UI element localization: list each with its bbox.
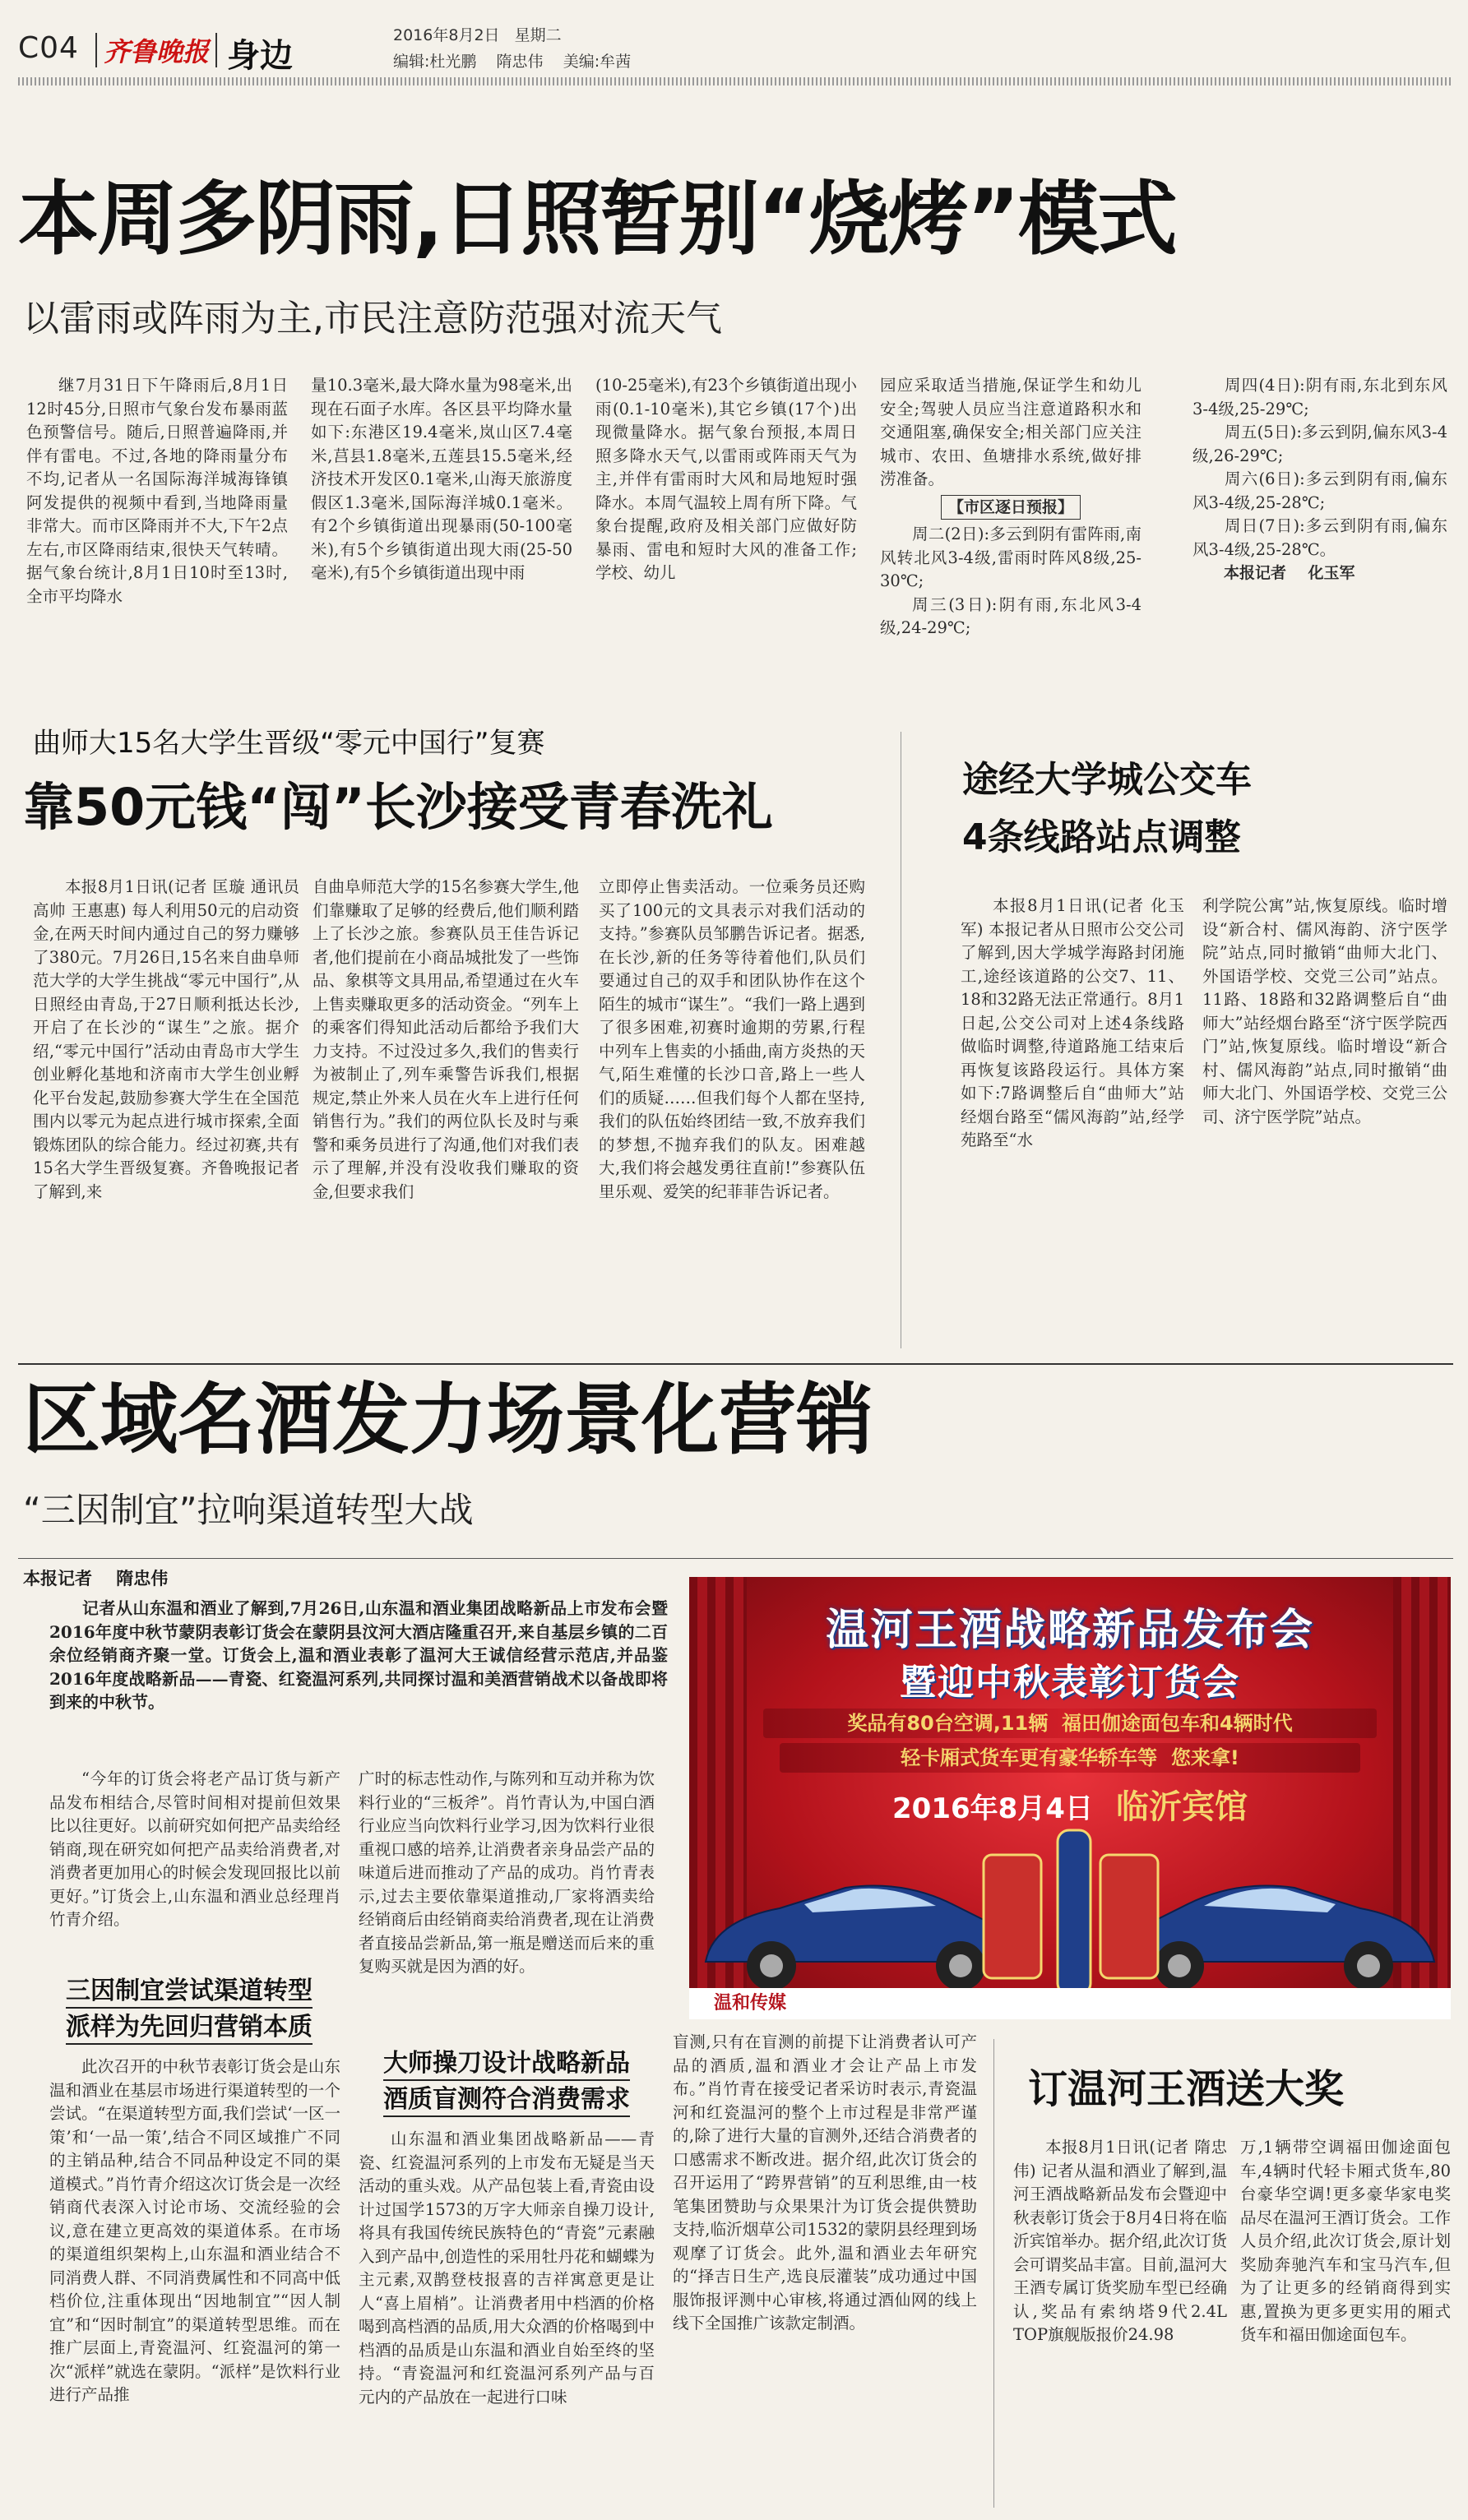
poster-title-line1: 温河王酒战略新品发布会: [825, 1606, 1314, 1655]
story1-column-5: [1192, 374, 1447, 680]
poster-date: 2016年8月4日: [892, 1792, 1093, 1825]
forecast-day-sat: 周六(6日):多云到阴有雨,偏东风3-4级,25-28℃;: [1192, 469, 1447, 512]
story3-column-2: [1202, 895, 1447, 1348]
story1-column-4: [880, 374, 1142, 680]
page-number: C04: [18, 31, 79, 65]
subheading-1-line1: 三因制宜尝试渠道转型: [66, 1977, 313, 2009]
poster-prize-banner-2: 轻卡厢式货车更有豪华轿车等 您来拿!: [780, 1743, 1360, 1773]
event-poster: [689, 1577, 1451, 2019]
story4-subhead: “三因制宜”拉响渠道转型大战: [23, 1490, 474, 1530]
story4-subheading-2: [350, 2046, 663, 2118]
story2-col2-text: 自曲阜师范大学的15名参赛大学生,他们靠赚取了足够的经费后,他们顺利踏上了长沙之旅。参赛队员王佳告诉记者,他们提前在小商品城批发了一些饰品、象棋等文具用品,希望通过在火车上售卖赚取更多的活动资金。“列车上的乘客们得知此活动后都给予我们大力支持。不过没过多久,我们的售卖行为被制止了,列车乘警告诉我们,根据规定,禁止外来人员在火车上进行任何销售行为。”我们的两位队长及时与乘警和乘务员进行了沟通,他们对我们表示了理解,并没有没收我们赚取的资金,但要求我们: [313, 877, 579, 1201]
story4-headline: 区域名酒发力场景化营销: [23, 1376, 874, 1465]
poster-venue: 临沂宾馆: [1115, 1788, 1248, 1826]
story1-byline: 本报记者 化玉军: [1224, 564, 1355, 582]
story1-col3-text: (10-25毫米),有23个乡镇街道出现小雨(0.1-10毫米),其它乡镇(17个)出现微量降水。据气象台预报,本周日照多降水天气,以雷雨或阵雨天气为主,并伴有雷雨时大风和局地短时强降水。本周气温较上周有所下降。气象台提醒,政府及相关部门应做好防暴雨、雷电和短时大风的准备工作;学校、幼儿: [595, 376, 857, 582]
story1-subhead: 以雷雨或阵雨为主,市民注意防范强对流天气: [23, 298, 722, 340]
story1-col4-text: 园应采取适当措施,保证学生和幼儿安全;驾驶人员应当注意道路积水和交通阻塞,确保安全;相关部门应关注城市、农田、鱼塘排水系统,做好排涝准备。: [880, 376, 1142, 488]
column-divider: [993, 2039, 994, 2508]
story4-column-2b: [359, 2128, 655, 2508]
story4-subheading-1: [33, 1973, 345, 2046]
story4-byline: 本报记者 隋忠伟: [23, 1569, 169, 1588]
story3-col2-text: 利学院公寓”站,恢复原线。临时增设“新合村、儒风海韵、济宁医学院”站点,同时撤销“曲师大北门、外国语学校、交党三公司”站点。11路、18路和32路调整后自“曲师大”站经烟台路至“济宁医学院西门”站,恢复原线。临时增设“新合村、儒风海韵”站点,同时撤销“曲师大北门、外国语学校、交党三公司、济宁医学院”站点。: [1202, 896, 1447, 1126]
story4-col1b-text: 此次召开的中秋节表彰订货会是山东温和酒业在基层市场进行渠道转型的一个尝试。“在渠道转型方面,我们尝试‘一区一策’和‘一品一策’,结合不同区域推广不同的主销品种,结合不同品种设定不同的渠道模式。”肖竹青介绍这次订货会是一次经销商代表深入讨论市场、交流经验的会议,意在建立更高效的渠道体系。在市场的渠道组织架构上,山东温和酒业结合不同消费人群、不同消费属性和不同高中低档价位,注重体现出“因地制宜”“因人制宜”和“因时制宜”的渠道转型思维。而在推广层面上,青瓷温河、红瓷温河的第一次“派样”就选在蒙阴。“派样”是饮料行业进行产品推: [49, 2057, 340, 2404]
masthead-divider: [215, 33, 217, 67]
subheading-2-line2: 酒质盲测符合消费需求: [383, 2085, 630, 2117]
story4-column-2a: [359, 1768, 655, 2039]
section-rule: [18, 1363, 1453, 1365]
section-name: 身边: [227, 37, 293, 75]
story4-column-1b: [49, 2055, 340, 2508]
story1-column-3: [595, 374, 857, 674]
story4-lead-text: 记者从山东温和酒业了解到,7月26日,山东温和酒业集团战略新品上市发布会暨2016年度中秋节蒙阴表彰订货会在蒙阴县汶河大酒店隆重召开,来自基层乡镇的二百余位经销商齐聚一堂。订货会上,温和酒业表彰了温河大王诚信经营示范店,并品鉴2016年度战略新品——青瓷、红瓷温河系列,共同探讨温和美酒营销战术以备战即将到来的中秋节。: [49, 1598, 668, 1712]
side-story-col2-text: 万,1辆带空调福田伽途面包车,4辆时代轻卡厢式货车,80台豪华空调!更多豪华家电奖品尽在温河王酒订货会。工作人员介绍,此次订货会,原计划奖励奔驰汽车和宝马汽车,但为了让更多的经销商得到实惠,置换为更多更实用的厢式货车和福田伽途面包车。: [1240, 2138, 1451, 2344]
side-story-headline: 订温河王酒送大奖: [1028, 2066, 1345, 2112]
subheading-1-line2: 派样为先回归营销本质: [66, 2013, 313, 2045]
poster-event-date: [689, 1781, 1451, 1828]
story3-headline-line1: 途经大学城公交车: [962, 759, 1252, 801]
story1-column-1: [26, 374, 288, 674]
story1-headline: 本周多阴雨,日照暂别“烧烤”模式: [18, 173, 1177, 266]
issue-date: [393, 23, 562, 45]
story2-column-1: [33, 876, 299, 1354]
story1-col2-text: 量10.3毫米,最大降水量为98毫米,出现在石面子水库。各区县平均降水量如下:东港区19.4毫米,岚山区7.4毫米,莒县1.8毫米,五莲县15.5毫米,经济技术开发区0.1毫米,山海天旅游度假区1.3毫米,国际海洋城0.1毫米。有2个乡镇街道出现暴雨(50-100毫米),有5个乡镇街道出现大雨(25-50毫米),有5个乡镇街道出现中雨: [311, 376, 572, 582]
story4-col2a-text: 广时的标志性动作,与陈列和互动并称为饮料行业的“三板斧”。肖竹青认为,中国白酒行业应当向饮料行业学习,因为饮料行业很重视口感的培养,让消费者亲身品尝产品的味道后进而推动了产品的成功。肖竹青表示,过去主要依靠渠道推动,厂家将酒卖给经销商后由经销商卖给消费者,现在让消费者直接品尝新品,第一瓶是赠送而后来的重复购买就是因为酒的好。: [359, 1769, 655, 1976]
story2-kicker: 曲师大15名大学生晋级“零元中国行”复赛: [33, 727, 545, 760]
masthead-rule: [18, 77, 1453, 86]
poster-footer-bar: [689, 1988, 1451, 2019]
newspaper-logo: 齐鲁晚报: [104, 36, 210, 67]
side-story-column-1: [1013, 2136, 1227, 2506]
story2-headline: 靠50元钱“闯”长沙接受青春洗礼: [23, 777, 773, 837]
story4-lead: [49, 1597, 668, 1738]
poster-prize-banner-1: 奖品有80台空调,11辆 福田伽途面包车和4辆时代: [763, 1709, 1377, 1738]
car-right-icon: [1118, 1886, 1434, 1991]
car-left-icon: [706, 1886, 1022, 1991]
story2-column-2: [313, 876, 579, 1354]
subheading-2-line1: 大师操刀设计战略新品: [383, 2049, 630, 2081]
forecast-day-sun: 周日(7日):多云到阴有雨,偏东风3-4级,25-28℃。: [1192, 516, 1447, 559]
date-text: 2016年8月2日: [393, 26, 500, 44]
story1-column-2: [311, 374, 572, 674]
story4-column-3: [673, 2031, 977, 2508]
story3-col1-text: 本报8月1日讯(记者 化玉军) 本报记者从日照市公交公司了解到,因大学城学海路封闭施工,途经该道路的公交7、11、18和32路无法正常通行。8月1日起,公交公司对上述4条线路做临时调整,待道路施工结束后再恢复该路段运行。具体方案如下:7路调整后自“曲师大”站经烟台路至“儒风海韵”站,经学苑路至“水: [961, 896, 1184, 1149]
story3-headline-line2: 4条线路站点调整: [962, 816, 1241, 858]
weekday-text: 星期二: [514, 26, 562, 44]
story2-column-3: [599, 876, 865, 1354]
story3-column-1: [961, 895, 1184, 1348]
liquor-bottle-icon: [984, 1830, 1158, 1995]
side-story-col1-text: 本报8月1日讯(记者 隋忠伟) 记者从温和酒业了解到,温河王酒战略新品发布会暨迎中秋表彰订货会于8月4日将在临沂宾馆举办。据介绍,此次订货会可谓奖品丰富。目前,温河大王酒专属订货奖励车型已经确认,奖品有索纳塔9代2.4L TOP旗舰版报价24.98: [1013, 2138, 1227, 2344]
editor-credits: 编辑:杜光鹏 隋忠伟 美编:牟茜: [393, 53, 632, 71]
forecast-day-fri: 周五(5日):多云到阴,偏东风3-4级,26-29℃;: [1192, 423, 1447, 465]
poster-title-line2: 暨迎中秋表彰订货会: [900, 1662, 1240, 1704]
story4-col1a-text: “今年的订货会将老产品订货与新产品发布相结合,尽管时间相对提前但效果比以往更好。以前研究如何把产品卖给经销商,现在研究如何把产品卖给消费者,对消费者更加用心的时候会发现回报比以前更好。”订货会上,山东温和酒业总经理肖竹青介绍。: [49, 1769, 340, 1929]
story2-col3-text: 立即停止售卖活动。一位乘务员还购买了100元的文具表示对我们活动的支持。”参赛队员邹鹏告诉记者。据悉,在长沙,新的任务等待着他们,队员们要通过自己的双手和团队协作在这个陌生的城市“谋生”。“我们一路上遇到了很多困难,初赛时逾期的劳累,行程中列车上售卖的小插曲,南方炎热的天气,陌生难懂的长沙口音,路上一些人们的质疑……但我们每个人都在坚持,我们的队伍始终团结一致,不放弃我们的梦想,不抛弃我们的队友。困难越大,我们将会越发勇往直前!”参赛队伍里乐观、爱笑的纪菲菲告诉记者。: [599, 877, 865, 1201]
forecast-day-tue: 周二(2日):多云到阴有雷阵雨,南风转北风3-4级,雷雨时阵风8级,25-30℃;: [880, 525, 1142, 590]
story4-rule: [18, 1558, 1453, 1559]
story4-column-1a: [49, 1768, 340, 1969]
story4-col2b-text: 山东温和酒业集团战略新品——青瓷、红瓷温河系列的上市发布无疑是当天活动的重头戏。从产品包装上看,青瓷由设计过国学1573的万字大师亲自操刀设计,将具有我国传统民族特色的“青瓷”元素融入到产品中,创造性的采用牡丹花和蝴蝶为主元素,双鹊登枝报喜的吉祥寓意更是让人“喜上眉梢”。让消费者用中档酒的价格喝到高档酒的品质,用大众酒的价格喝到中档酒的品质是山东温和酒业自始至终的坚持。“青瓷温河和红瓷温河系列产品与百元内的产品放在一起进行口味: [359, 2129, 655, 2407]
story2-col1-text: 本报8月1日讯(记者 匡璇 通讯员 高帅 王惠惠) 每人利用50元的启动资金,在两天时间内通过自己的努力赚够了380元。7月26日,15名来自曲阜师范大学的大学生挑战“零元中国行”,从日照经由青岛,于27日顺利抵达长沙,开启了在长沙的“谋生”之旅。据介绍,“零元中国行”活动由青岛市大学生创业孵化基地和济南市大学生创业孵化平台发起,鼓励参赛大学生在全国范围内以零元为起点进行城市探索,全面锻炼团队的综合能力。经过初赛,共有15名大学生晋级复赛。齐鲁晚报记者了解到,来: [33, 877, 299, 1201]
forecast-day-thu: 周四(4日):阴有雨,东北到东风3-4级,25-29℃;: [1192, 376, 1447, 418]
story1-col1-text: 继7月31日下午降雨后,8月1日12时45分,日照市气象台发布暴雨蓝色预警信号。随后,日照普遍降雨,并伴有雷电。不过,各地的降雨量分布不均,记者从一名国际海洋城海锋镇阿发提供的视频中看到,当地降雨量非常大。而市区降雨并不大,下午2点左右,市区降雨结束,很快天气转晴。据气象台统计,8月1日10时至13时,全市平均降水: [26, 376, 288, 606]
poster-logo: 温和传媒: [714, 1993, 787, 2014]
side-story-column-2: [1240, 2136, 1451, 2506]
forecast-day-wed: 周三(3日):阴有雨,东北风3-4级,24-29℃;: [880, 594, 1142, 637]
story4-col3a-text: 盲测,只有在盲测的前提下让消费者认可产品的酒质,温和酒业才会让产品上市发布。”肖竹青在接受记者采访时表示,青瓷温河和红瓷温河的整个上市过程是非常严谨的,除了进行大量的盲测外,还结合消费者的口感需求不断改进。据介绍,此次订货会的召开运用了“跨界营销”的互利思维,由一枝笔集团赞助与众果果汁为订货会提供赞助支持,临沂烟草公司1532的蒙阴县经理到场观摩了订货会。此外,温和酒业去年研究的“择吉日生产,选良辰灌装”成功通过中国服饰报评测中心审核,将通过酒仙网的线上线下全国推广该款定制酒。: [673, 2032, 977, 2333]
forecast-title: 【市区逐日预报】: [941, 495, 1081, 520]
masthead-divider: [95, 33, 97, 67]
